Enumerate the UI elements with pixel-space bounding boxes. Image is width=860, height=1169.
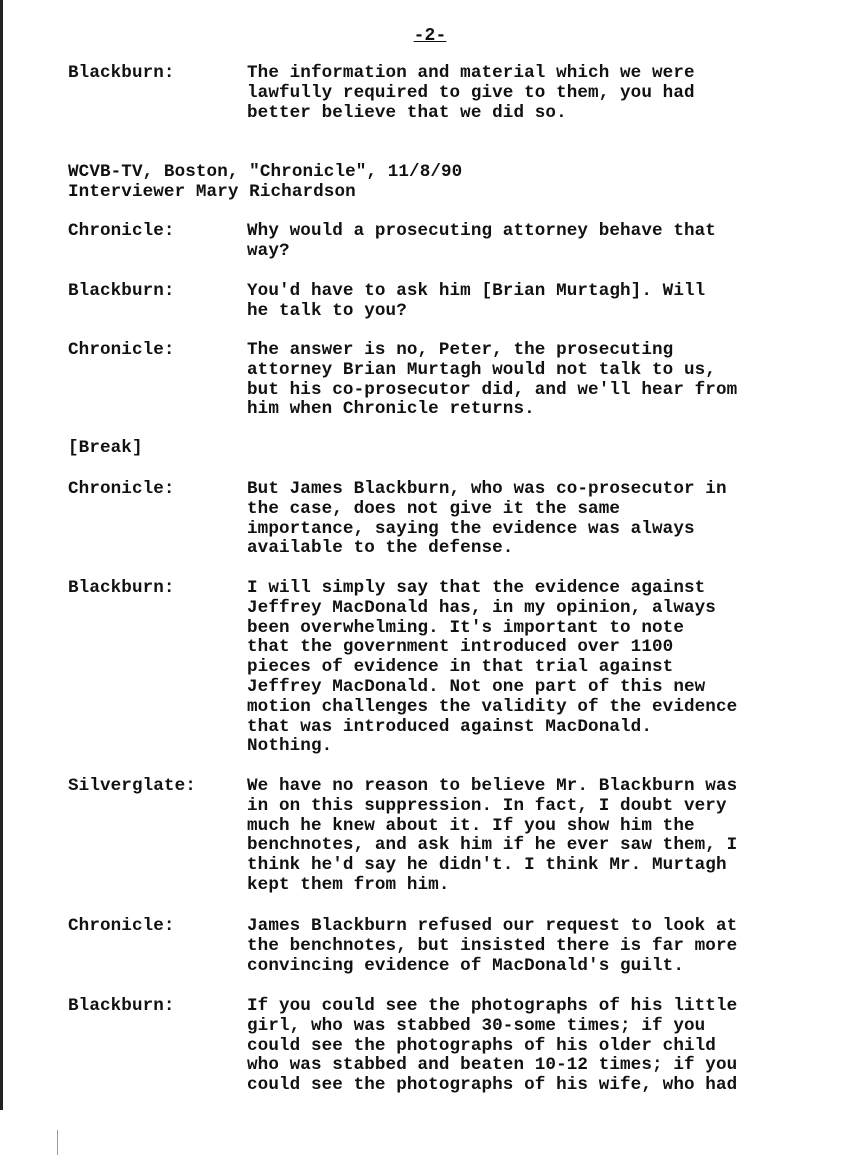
- speaker-label: Blackburn:: [68, 63, 175, 83]
- speaker-label: Chronicle:: [68, 221, 175, 241]
- speaker-label: Blackburn:: [68, 281, 175, 301]
- source-line: WCVB-TV, Boston, "Chronicle", 11/8/90 Interviewer Mary Richardson: [68, 162, 463, 202]
- speech-text: But James Blackburn, who was co-prosecutor in the case, does not give it the same importance, saying the evidence was always available to the defense.: [247, 479, 727, 559]
- speaker-label: Chronicle:: [68, 916, 175, 936]
- speech-text: The answer is no, Peter, the prosecuting attorney Brian Murtagh would not talk to us, but his co-prosecutor did, and we'll hear from him when Chronicle returns.: [247, 340, 738, 420]
- speaker-label: Blackburn:: [68, 996, 175, 1016]
- speaker-label: Silverglate:: [68, 776, 196, 796]
- speech-text: Why would a prosecuting attorney behave that way?: [247, 221, 716, 261]
- page-number: -2-: [413, 26, 447, 46]
- speech-text: We have no reason to believe Mr. Blackburn was in on this suppression. In fact, I doubt very much he knew about it. If you show him the benchnotes, and ask him if he ever saw them, I think he'd say he didn't. I think Mr. Murtagh kept them from him.: [247, 776, 738, 895]
- speaker-label: Chronicle:: [68, 340, 175, 360]
- speech-text: You'd have to ask him [Brian Murtagh]. Will he talk to you?: [247, 281, 706, 321]
- speech-text: If you could see the photographs of his little girl, who was stabbed 30-some times; if you could see the photographs of his older child who was stabbed and beaten 10-12 times; if you could see the photographs of his wife, who had: [247, 996, 738, 1096]
- speech-text: James Blackburn refused our request to look at the benchnotes, but insisted there is far more convincing evidence of MacDonald's guilt.: [247, 916, 738, 976]
- speech-text: The information and material which we were lawfully required to give to them, you had better believe that we did so.: [247, 63, 695, 123]
- speech-text: I will simply say that the evidence against Jeffrey MacDonald has, in my opinion, always been overwhelming. It's important to note that the government introduced over 1100 pieces of evidence in that trial against Jeffrey MacDonald. Not one part of this new motion challenges the validity of the evidence that was introduced against MacDonald. Nothing.: [247, 578, 738, 757]
- break-marker: [Break]: [68, 438, 143, 458]
- speaker-label: Chronicle:: [68, 479, 175, 499]
- speaker-label: Blackburn:: [68, 578, 175, 598]
